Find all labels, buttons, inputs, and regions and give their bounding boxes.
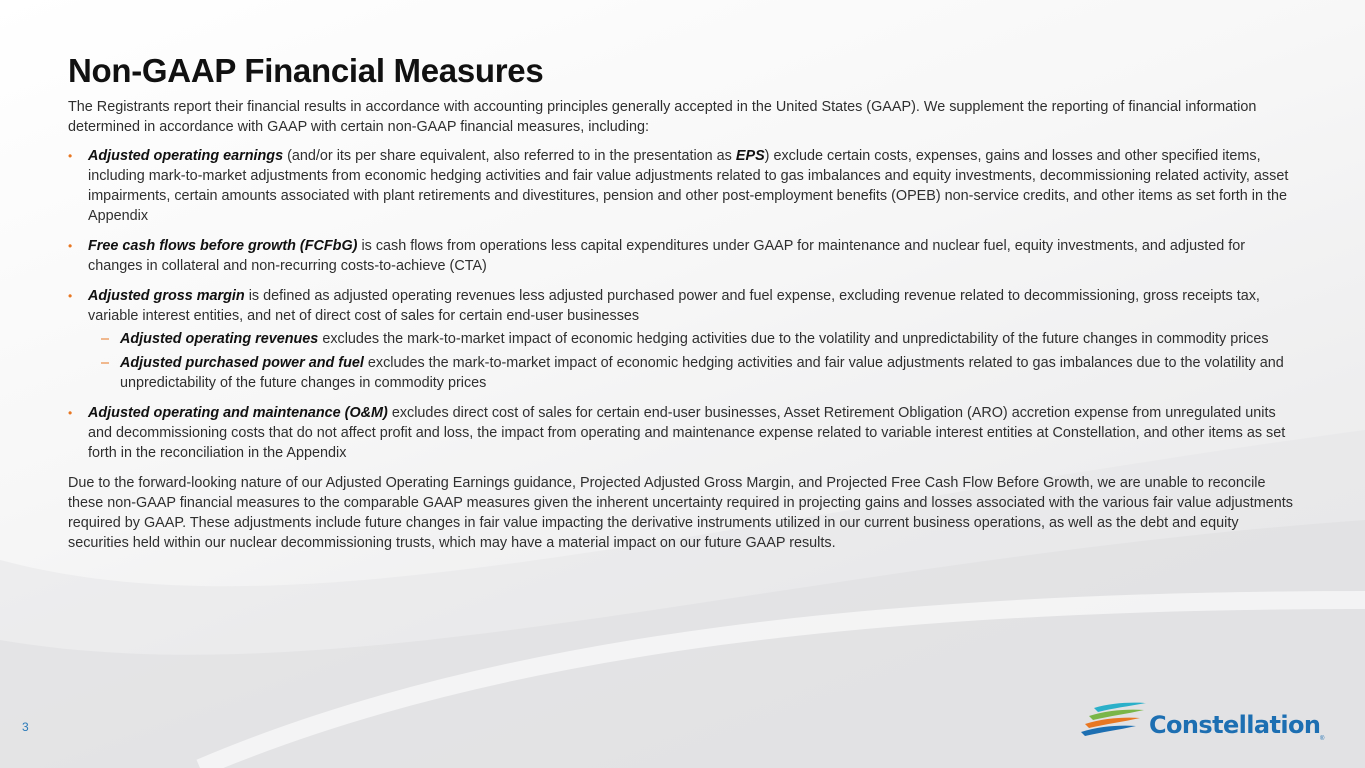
list-item <box>68 236 1300 276</box>
term-label: Adjusted operating and maintenance (O&M) <box>88 405 388 421</box>
bullet-icon: • <box>68 406 73 420</box>
intro-paragraph: The Registrants report their financial results in accordance with accounting principles generally accepted in the United States (GAAP). We supplement the reporting of financial information determined in accordance with GAAP with certain non-GAAP financial measures, including: <box>68 99 1257 135</box>
term-description: excludes direct cost of sales for certain end-user businesses, Asset Retirement Obligation (ARO) accretion expense from unregulated units and decommissioning costs that do not affect profit and loss, the impact from operating and maintenance expense related to variable interest entities at Constellation, and other items as set forth in the reconciliation in the Appendix <box>88 405 1286 461</box>
list-item <box>68 403 1300 463</box>
term-label: EPS <box>735 148 765 164</box>
bullet-icon: • <box>68 149 73 163</box>
dash-icon: – <box>101 331 110 347</box>
term-label: Adjusted operating revenues <box>120 331 319 347</box>
dash-icon: – <box>101 355 110 371</box>
sub-list-item <box>88 329 1300 349</box>
sub-list-item <box>88 353 1300 393</box>
term-description: excludes the mark-to-market impact of economic hedging activities and fair value adjustments related to gas imbalances due to the volatility and unpredictability of the future changes in commodity prices <box>120 355 1284 391</box>
list-item <box>68 286 1300 393</box>
list-item <box>68 146 1300 226</box>
slide-title: Non-GAAP Financial Measures <box>68 52 544 89</box>
term-description: (and/or its per share equivalent, also referred to in the presentation as <box>283 148 736 164</box>
slide-content <box>68 52 1300 562</box>
term-label: Adjusted gross margin <box>88 288 245 304</box>
term-description: is defined as adjusted operating revenues less adjusted purchased power and fuel expense, excluding revenue related to decommissioning, gross receipts tax, variable interest entities, and net of direct cost of sales for certain end-user businesses <box>88 288 1260 324</box>
term-label: Adjusted operating earnings <box>88 148 284 164</box>
term-description: ) exclude certain costs, expenses, gains and losses and other specified items, including mark-to-market adjustments from economic hedging activities and fair value adjustments related to gas imbalances and equity investments, decommissioning related activity, asset impairments, certain amounts associated with plant retirements and divestitures, pension and other post-employment benefits (OPEB) non-service credits, and other items as set forth in the Appendix <box>88 148 1289 224</box>
page-number: 3 <box>22 720 29 734</box>
logo-wordmark: Constellation <box>1149 711 1321 739</box>
constellation-logo <box>1080 702 1330 746</box>
logo-swoosh-icon <box>1080 702 1148 736</box>
measures-list <box>68 146 1300 463</box>
closing-paragraph: Due to the forward-looking nature of our Adjusted Operating Earnings guidance, Projected Adjusted Gross Margin, and Projected Free Cash Flow Before Growth, we are unable to reconcile these non-GAAP financial measures to the comparable GAAP measures given the inherent uncertainty required in projecting gains and losses associated with the various fair value adjustments required by GAAP. These adjustments include future changes in fair value impacting the derivative instruments utilized in our current business operations, as well as the debt and equity securities held within our nuclear decommissioning trusts, which may have a material impact on our future GAAP results. <box>68 475 1293 551</box>
term-description: excludes the mark-to-market impact of economic hedging activities due to the volatility and unpredictability of the future changes in commodity prices <box>318 331 1269 347</box>
registered-mark: ® <box>1320 736 1325 742</box>
sub-list <box>88 329 1300 393</box>
term-label: Adjusted purchased power and fuel <box>120 355 364 371</box>
term-description: is cash flows from operations less capital expenditures under GAAP for maintenance and nuclear fuel, equity investments, and adjusted for changes in collateral and non-recurring costs-to-achieve (CTA) <box>88 238 1246 274</box>
term-label: Free cash flows before growth (FCFbG) <box>88 238 358 254</box>
bullet-icon: • <box>68 239 73 253</box>
bullet-icon: • <box>68 289 73 303</box>
